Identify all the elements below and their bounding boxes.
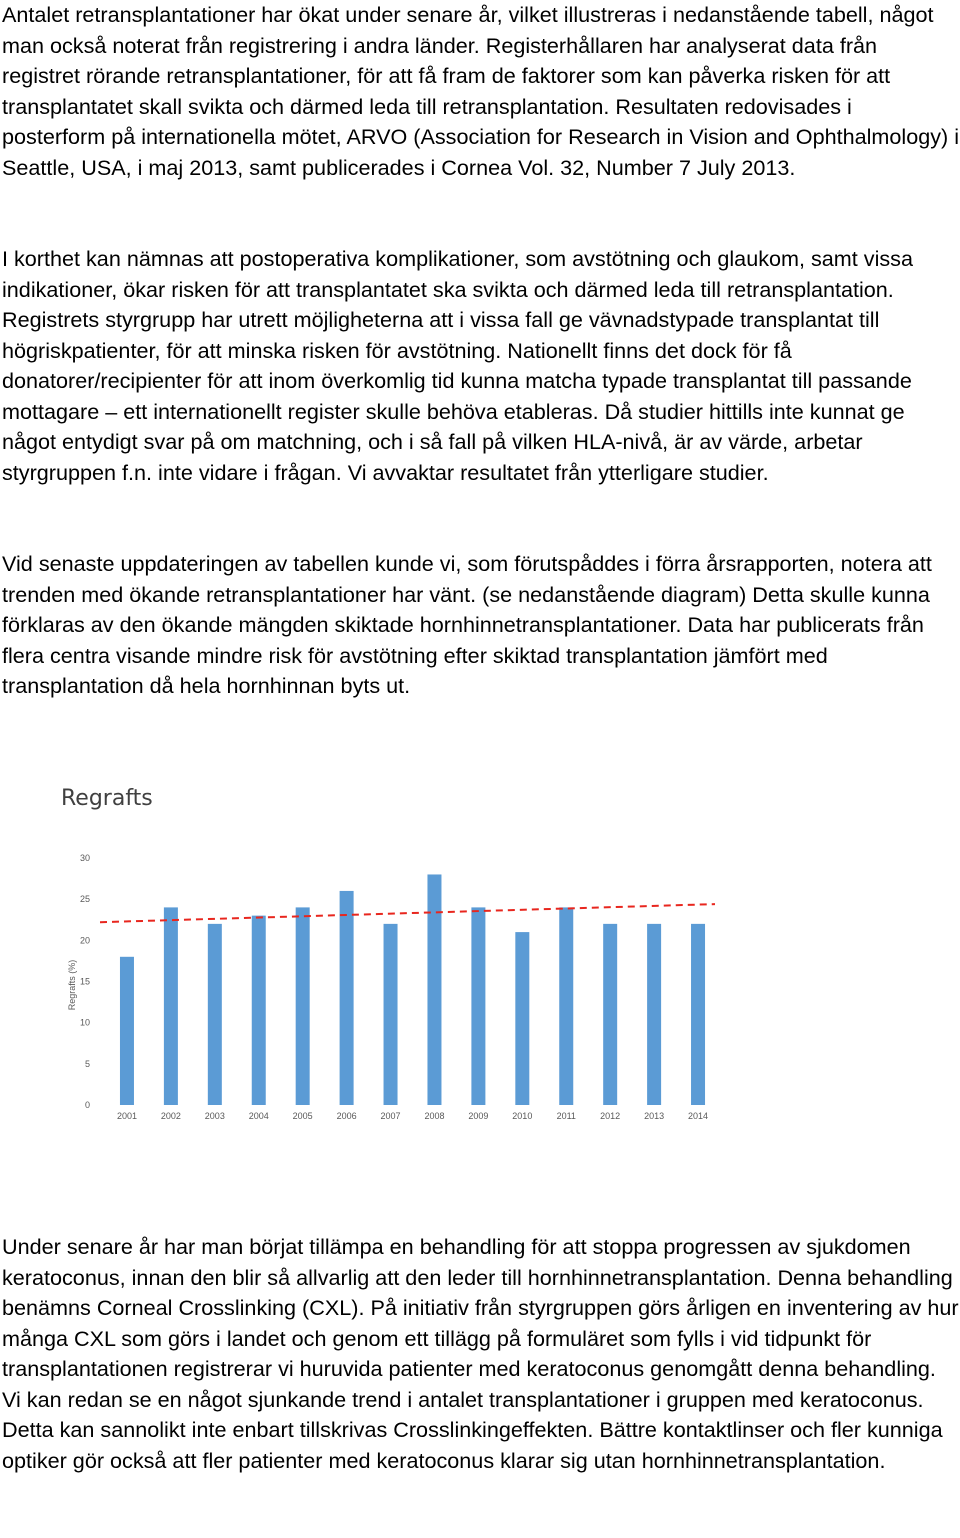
paragraph-complications: I korthet kan nämnas att postoperativa komplikationer, som avstötning och glaukom, samt vissa indikationer, ökar risken för att transplantatet ska svikta och därmed leda till retransplantation. Registrets styrgrupp har utrett möjligheterna att i vissa fall ge vävnadstypade transplantat till högriskpatienter, för att minska risken för avstötning. Nationellt finns det dock för få donatorer/recipienter för att inom överkomlig tid kunna matcha typade transplantat till passande mottagare – ett internationellt register skulle behöva etableras. Då studier hittills inte kunnat ge något entydigt svar på om matchning, och i så fall på vilken HLA-nivå, är av värde, arbetar styrgruppen f.n. inte vidare i frågan. Vi avvaktar resultatet från ytterligare studier. xyxy=(2,246,913,485)
x-tick-label: 2013 xyxy=(644,1111,665,1121)
x-tick-label: 2004 xyxy=(248,1111,269,1121)
y-tick-label: 15 xyxy=(79,976,90,987)
x-tick-label: 2002 xyxy=(160,1111,181,1121)
bar-2012 xyxy=(603,924,617,1105)
x-tick-label: 2014 xyxy=(688,1111,709,1121)
y-tick-label: 25 xyxy=(79,894,90,905)
bar-2003 xyxy=(208,924,222,1105)
regrafts-bar-chart xyxy=(50,775,730,1135)
x-tick-label: 2001 xyxy=(116,1111,137,1121)
y-tick-label: 5 xyxy=(84,1058,90,1069)
x-tick-label: 2008 xyxy=(424,1111,445,1121)
x-tick-label: 2003 xyxy=(204,1111,225,1121)
y-tick-label: 30 xyxy=(79,853,90,863)
y-axis-ticks xyxy=(80,853,90,1110)
y-tick-label: 10 xyxy=(79,1017,90,1028)
bar-2007 xyxy=(384,924,398,1105)
y-tick-label: 20 xyxy=(79,935,90,946)
x-tick-label: 2007 xyxy=(380,1111,401,1121)
x-tick-label: 2005 xyxy=(292,1111,313,1121)
x-tick-label: 2010 xyxy=(512,1111,533,1121)
x-tick-label: 2011 xyxy=(556,1111,576,1121)
bar-2004 xyxy=(252,916,266,1105)
y-axis-label: Regrafts (%) xyxy=(67,959,77,1011)
bar-2002 xyxy=(164,907,178,1105)
bar-2013 xyxy=(647,924,661,1105)
bar-2014 xyxy=(691,924,705,1105)
bar-2011 xyxy=(559,907,573,1105)
bar-2005 xyxy=(296,907,310,1105)
bar-2001 xyxy=(120,957,134,1105)
y-tick-label: 0 xyxy=(84,1100,90,1110)
x-tick-label: 2012 xyxy=(600,1111,621,1121)
bar-2008 xyxy=(427,874,441,1105)
x-tick-label: 2009 xyxy=(468,1111,489,1121)
paragraph-crosslinking: Under senare år har man börjat tillämpa en behandling för att stoppa progressen av sjukdomen keratoconus, innan den blir så allvarlig att den leder till hornhinnetransplantation. Denna behandling benämns Corneal Crosslinking (CXL). På initiativ från styrgruppen görs årligen en inventering av hur många CXL som görs i landet och genom ett tillägg på formuläret som fylls i vid tidpunkt för transplantationen registrerar vi huruvida patienter med keratoconus genomgått denna behandling. Vi kan redan se en något sjunkande trend i antalet transplantationer i gruppen med keratoconus. Detta kan sannolikt inte enbart tillskrivas Crosslinkingeffekten. Bättre kontaktlinser och fler kunniga optiker gör också att fler patienter med keratoconus klarar sig utan hornhinnetransplantation. xyxy=(2,1234,959,1473)
paragraph-retransplantation-intro: Antalet retransplantationer har ökat under senare år, vilket illustreras i nedanstående tabell, något man också noterat från registrering i andra länder. Registerhållaren har analyserat data från registret rörande retransplantationer, för att få fram de faktorer som kan påverka risken för att transplantatet skall svikta och därmed leda till retransplantation. Resultaten redovisades i posterform på internationella mötet, ARVO (Association for Research in Vision and Ophthalmology) i Seattle, USA, i maj 2013, samt publicerades i Cornea Vol. 32, Number 7 July 2013. xyxy=(2,2,960,180)
x-axis-labels xyxy=(117,1111,708,1121)
bars xyxy=(120,874,705,1105)
bar-2009 xyxy=(471,907,485,1105)
bar-2006 xyxy=(340,891,354,1105)
bar-2010 xyxy=(515,932,529,1105)
trend-line xyxy=(100,904,715,922)
paragraph-trend: Vid senaste uppdateringen av tabellen kunde vi, som förutspåddes i förra årsrapporten, notera att trenden med ökande retransplantationer har vänt. (se nedanstående diagram) Detta skulle kunna förklaras av den ökande mängden skiktade hornhinnetransplantationer. Data har publicerats från flera centra visande mindre risk för avstötning efter skiktad transplantation jämfört med transplantation då hela hornhinnan byts ut. xyxy=(2,551,932,698)
x-tick-label: 2006 xyxy=(336,1111,357,1121)
chart-title: Regrafts xyxy=(61,786,153,811)
